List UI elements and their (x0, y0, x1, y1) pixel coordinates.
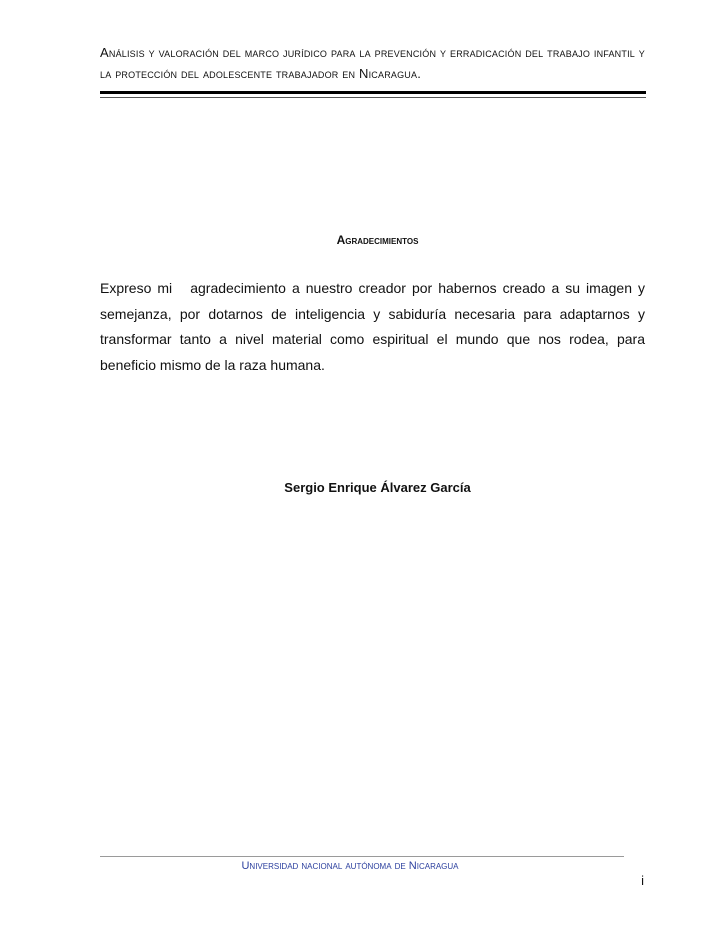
header-divider-thick (100, 91, 646, 94)
footer-university: Universidad nacional autónoma de Nicaragua (241, 860, 459, 872)
acknowledgement-paragraph: Expreso mi agradecimiento a nuestro creador por habernos creado a su imagen y semejanza, por dotarnos de inteligencia y sabiduría necesaria para adaptarnos y transformar tanto a nivel material como espiritual el mundo que nos rodea, para beneficio mismo de la raza humana. (100, 280, 649, 373)
author-signature: Sergio Enrique Álvarez García (284, 480, 471, 495)
page-number: i (641, 873, 644, 888)
document-header-title: Análisis y valoración del marco jurídico para la prevención y erradicación del trabajo infantil y la protección del adolescente trabajador en Nicaragua. (100, 45, 645, 81)
section-heading: Agradecimientos (336, 233, 419, 247)
header-divider-thin (100, 97, 646, 98)
footer-divider (100, 856, 624, 857)
